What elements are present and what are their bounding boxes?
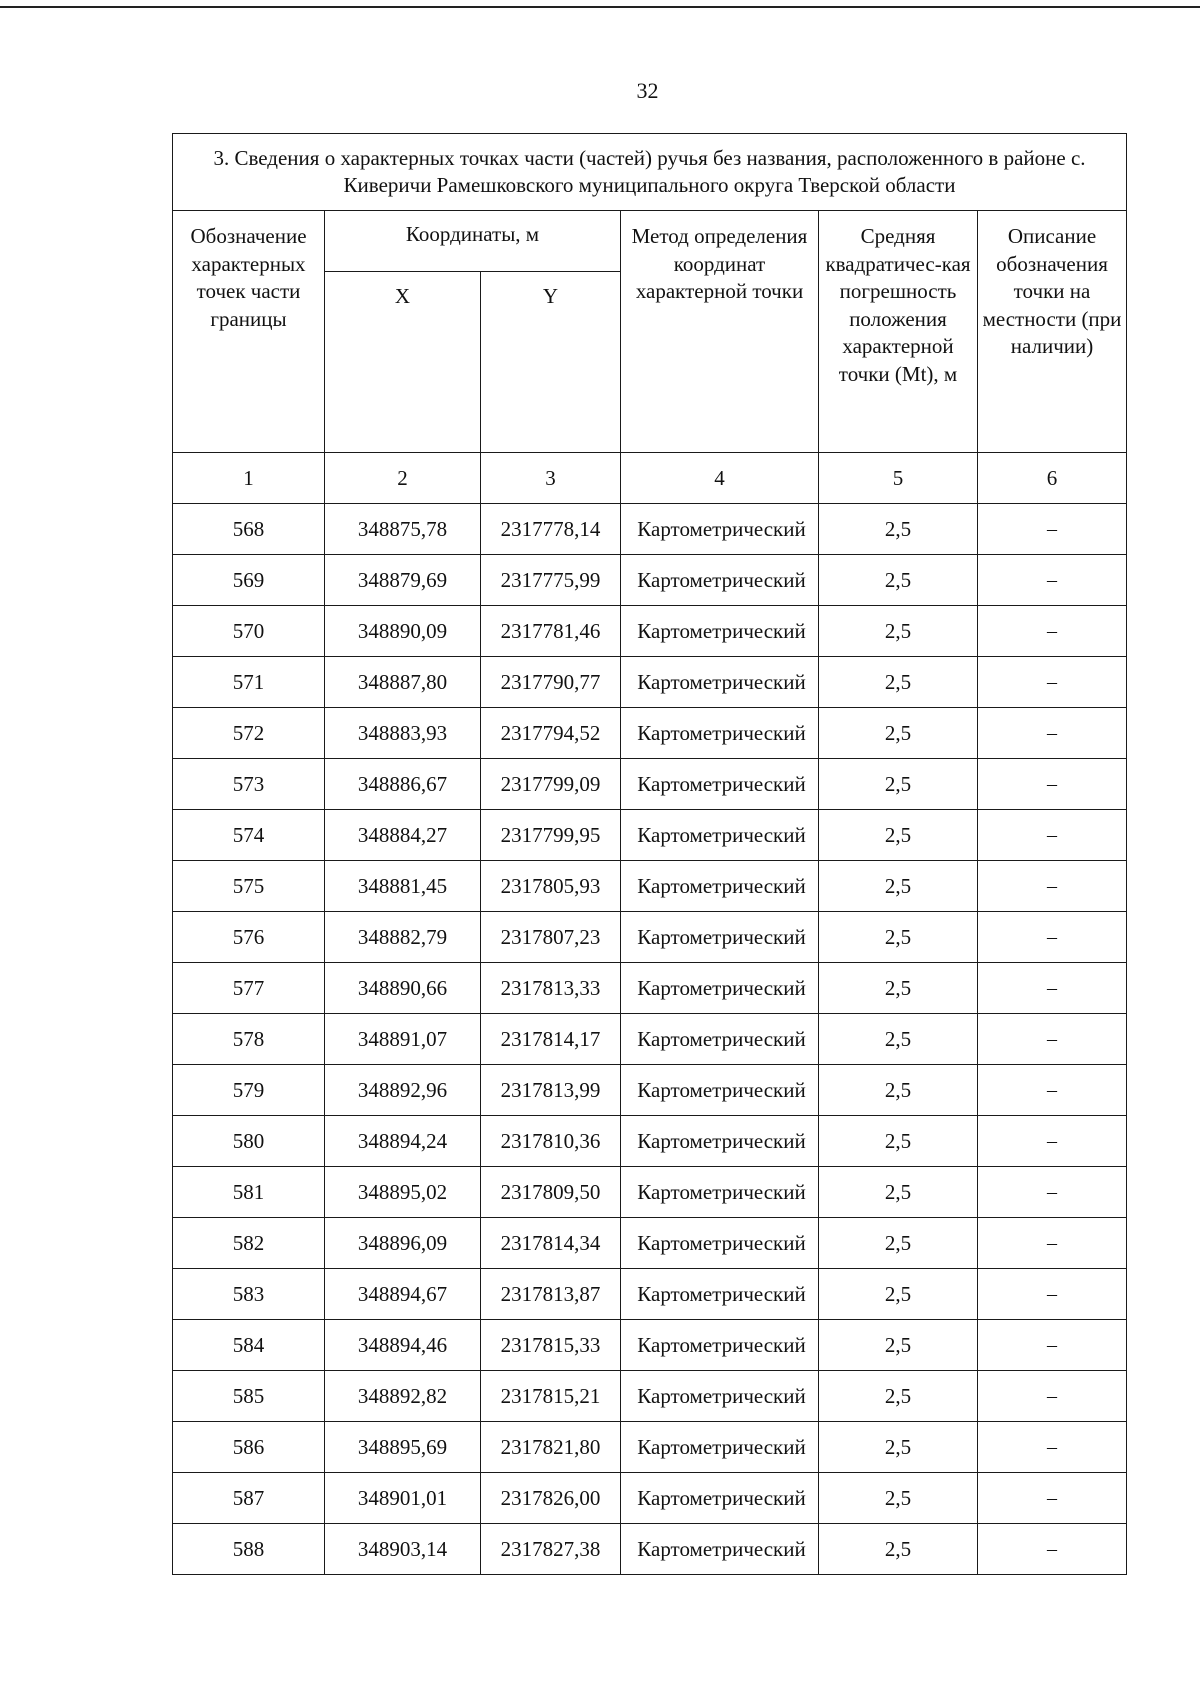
x-coordinate-cell: 348891,07 bbox=[325, 1014, 481, 1065]
accuracy-cell: 2,5 bbox=[819, 1320, 978, 1371]
y-coordinate-cell: 2317794,52 bbox=[481, 708, 621, 759]
method-cell: Картометрический bbox=[621, 555, 819, 606]
description-cell: – bbox=[978, 708, 1127, 759]
y-coordinate-cell: 2317815,21 bbox=[481, 1371, 621, 1422]
accuracy-cell: 2,5 bbox=[819, 1422, 978, 1473]
x-coordinate-cell: 348884,27 bbox=[325, 810, 481, 861]
point-id-cell: 582 bbox=[173, 1218, 325, 1269]
y-coordinate-cell: 2317815,33 bbox=[481, 1320, 621, 1371]
table-caption: 3. Сведения о характерных точках части (частей) ручья без названия, расположенного в районе с. Киверичи Рамешковского муниципального округа Тверской области bbox=[173, 134, 1127, 211]
accuracy-cell: 2,5 bbox=[819, 810, 978, 861]
y-coordinate-cell: 2317826,00 bbox=[481, 1473, 621, 1524]
point-id-cell: 587 bbox=[173, 1473, 325, 1524]
table-row bbox=[173, 963, 1127, 1014]
method-cell: Картометрический bbox=[621, 1524, 819, 1575]
table-row bbox=[173, 861, 1127, 912]
description-cell: – bbox=[978, 861, 1127, 912]
y-coordinate-cell: 2317813,87 bbox=[481, 1269, 621, 1320]
table-row bbox=[173, 657, 1127, 708]
point-id-cell: 584 bbox=[173, 1320, 325, 1371]
table-row bbox=[173, 759, 1127, 810]
accuracy-cell: 2,5 bbox=[819, 1371, 978, 1422]
x-coordinate-cell: 348894,46 bbox=[325, 1320, 481, 1371]
table-body bbox=[173, 504, 1127, 1575]
method-cell: Картометрический bbox=[621, 1320, 819, 1371]
point-id-cell: 583 bbox=[173, 1269, 325, 1320]
point-id-cell: 575 bbox=[173, 861, 325, 912]
x-coordinate-cell: 348881,45 bbox=[325, 861, 481, 912]
y-coordinate-cell: 2317790,77 bbox=[481, 657, 621, 708]
table-row bbox=[173, 1320, 1127, 1371]
x-coordinate-cell: 348895,69 bbox=[325, 1422, 481, 1473]
column-number: 4 bbox=[621, 453, 819, 504]
y-coordinate-cell: 2317799,95 bbox=[481, 810, 621, 861]
point-id-cell: 581 bbox=[173, 1167, 325, 1218]
table-row bbox=[173, 1065, 1127, 1116]
header-description: Описание обозначения точки на местности (при наличии) bbox=[978, 211, 1127, 453]
y-coordinate-cell: 2317778,14 bbox=[481, 504, 621, 555]
x-coordinate-cell: 348890,09 bbox=[325, 606, 481, 657]
x-coordinate-cell: 348875,78 bbox=[325, 504, 481, 555]
method-cell: Картометрический bbox=[621, 1167, 819, 1218]
description-cell: – bbox=[978, 1116, 1127, 1167]
x-coordinate-cell: 348894,67 bbox=[325, 1269, 481, 1320]
point-id-cell: 576 bbox=[173, 912, 325, 963]
x-coordinate-cell: 348892,96 bbox=[325, 1065, 481, 1116]
point-id-cell: 570 bbox=[173, 606, 325, 657]
accuracy-cell: 2,5 bbox=[819, 1524, 978, 1575]
table-row bbox=[173, 1422, 1127, 1473]
description-cell: – bbox=[978, 606, 1127, 657]
description-cell: – bbox=[978, 1269, 1127, 1320]
description-cell: – bbox=[978, 810, 1127, 861]
description-cell: – bbox=[978, 1167, 1127, 1218]
x-coordinate-cell: 348901,01 bbox=[325, 1473, 481, 1524]
accuracy-cell: 2,5 bbox=[819, 1116, 978, 1167]
accuracy-cell: 2,5 bbox=[819, 606, 978, 657]
accuracy-cell: 2,5 bbox=[819, 1218, 978, 1269]
accuracy-cell: 2,5 bbox=[819, 861, 978, 912]
column-number: 1 bbox=[173, 453, 325, 504]
point-id-cell: 588 bbox=[173, 1524, 325, 1575]
column-number-row bbox=[173, 453, 1127, 504]
x-coordinate-cell: 348882,79 bbox=[325, 912, 481, 963]
x-coordinate-cell: 348903,14 bbox=[325, 1524, 481, 1575]
x-coordinate-cell: 348894,24 bbox=[325, 1116, 481, 1167]
table-row bbox=[173, 1524, 1127, 1575]
y-coordinate-cell: 2317775,99 bbox=[481, 555, 621, 606]
method-cell: Картометрический bbox=[621, 1116, 819, 1167]
table-row bbox=[173, 1269, 1127, 1320]
x-coordinate-cell: 348895,02 bbox=[325, 1167, 481, 1218]
y-coordinate-cell: 2317799,09 bbox=[481, 759, 621, 810]
description-cell: – bbox=[978, 555, 1127, 606]
method-cell: Картометрический bbox=[621, 912, 819, 963]
header-coordinates: Координаты, м bbox=[325, 211, 621, 272]
table-row bbox=[173, 606, 1127, 657]
method-cell: Картометрический bbox=[621, 810, 819, 861]
method-cell: Картометрический bbox=[621, 963, 819, 1014]
table-row bbox=[173, 912, 1127, 963]
x-coordinate-cell: 348883,93 bbox=[325, 708, 481, 759]
method-cell: Картометрический bbox=[621, 606, 819, 657]
point-id-cell: 585 bbox=[173, 1371, 325, 1422]
description-cell: – bbox=[978, 963, 1127, 1014]
table-row bbox=[173, 555, 1127, 606]
description-cell: – bbox=[978, 504, 1127, 555]
point-id-cell: 579 bbox=[173, 1065, 325, 1116]
y-coordinate-cell: 2317781,46 bbox=[481, 606, 621, 657]
description-cell: – bbox=[978, 1320, 1127, 1371]
table-row bbox=[173, 1473, 1127, 1524]
point-id-cell: 571 bbox=[173, 657, 325, 708]
column-number: 3 bbox=[481, 453, 621, 504]
point-id-cell: 573 bbox=[173, 759, 325, 810]
column-number: 2 bbox=[325, 453, 481, 504]
description-cell: – bbox=[978, 1218, 1127, 1269]
description-cell: – bbox=[978, 1014, 1127, 1065]
coordinates-table bbox=[172, 133, 1127, 1575]
description-cell: – bbox=[978, 1524, 1127, 1575]
description-cell: – bbox=[978, 1473, 1127, 1524]
description-cell: – bbox=[978, 912, 1127, 963]
accuracy-cell: 2,5 bbox=[819, 708, 978, 759]
x-coordinate-cell: 348887,80 bbox=[325, 657, 481, 708]
table-row bbox=[173, 1167, 1127, 1218]
x-coordinate-cell: 348892,82 bbox=[325, 1371, 481, 1422]
point-id-cell: 572 bbox=[173, 708, 325, 759]
table-row bbox=[173, 504, 1127, 555]
accuracy-cell: 2,5 bbox=[819, 963, 978, 1014]
table-row bbox=[173, 708, 1127, 759]
description-cell: – bbox=[978, 1065, 1127, 1116]
table-row bbox=[173, 1014, 1127, 1065]
x-coordinate-cell: 348879,69 bbox=[325, 555, 481, 606]
column-number: 5 bbox=[819, 453, 978, 504]
x-coordinate-cell: 348886,67 bbox=[325, 759, 481, 810]
point-id-cell: 569 bbox=[173, 555, 325, 606]
method-cell: Картометрический bbox=[621, 759, 819, 810]
header-x: X bbox=[325, 272, 481, 453]
method-cell: Картометрический bbox=[621, 1014, 819, 1065]
table-row bbox=[173, 810, 1127, 861]
description-cell: – bbox=[978, 1371, 1127, 1422]
x-coordinate-cell: 348896,09 bbox=[325, 1218, 481, 1269]
y-coordinate-cell: 2317814,17 bbox=[481, 1014, 621, 1065]
description-cell: – bbox=[978, 657, 1127, 708]
scan-edge-line bbox=[0, 6, 1200, 8]
header-method: Метод определения координат характерной точки bbox=[621, 211, 819, 453]
method-cell: Картометрический bbox=[621, 657, 819, 708]
point-id-cell: 586 bbox=[173, 1422, 325, 1473]
header-y: Y bbox=[481, 272, 621, 453]
point-id-cell: 574 bbox=[173, 810, 325, 861]
point-id-cell: 580 bbox=[173, 1116, 325, 1167]
table-row bbox=[173, 1116, 1127, 1167]
y-coordinate-cell: 2317827,38 bbox=[481, 1524, 621, 1575]
accuracy-cell: 2,5 bbox=[819, 1167, 978, 1218]
accuracy-cell: 2,5 bbox=[819, 504, 978, 555]
header-accuracy: Средняя квадратичес-кая погрешность положения характерной точки (Mt), м bbox=[819, 211, 978, 453]
method-cell: Картометрический bbox=[621, 1371, 819, 1422]
method-cell: Картометрический bbox=[621, 1269, 819, 1320]
description-cell: – bbox=[978, 1422, 1127, 1473]
method-cell: Картометрический bbox=[621, 708, 819, 759]
method-cell: Картометрический bbox=[621, 504, 819, 555]
accuracy-cell: 2,5 bbox=[819, 759, 978, 810]
accuracy-cell: 2,5 bbox=[819, 1014, 978, 1065]
method-cell: Картометрический bbox=[621, 1473, 819, 1524]
point-id-cell: 578 bbox=[173, 1014, 325, 1065]
accuracy-cell: 2,5 bbox=[819, 912, 978, 963]
y-coordinate-cell: 2317813,33 bbox=[481, 963, 621, 1014]
accuracy-cell: 2,5 bbox=[819, 657, 978, 708]
page-number: 32 bbox=[636, 78, 659, 103]
y-coordinate-cell: 2317807,23 bbox=[481, 912, 621, 963]
point-id-cell: 568 bbox=[173, 504, 325, 555]
table-row bbox=[173, 1218, 1127, 1269]
y-coordinate-cell: 2317821,80 bbox=[481, 1422, 621, 1473]
point-id-cell: 577 bbox=[173, 963, 325, 1014]
y-coordinate-cell: 2317810,36 bbox=[481, 1116, 621, 1167]
method-cell: Картометрический bbox=[621, 861, 819, 912]
method-cell: Картометрический bbox=[621, 1065, 819, 1116]
y-coordinate-cell: 2317813,99 bbox=[481, 1065, 621, 1116]
x-coordinate-cell: 348890,66 bbox=[325, 963, 481, 1014]
description-cell: – bbox=[978, 759, 1127, 810]
header-point-designation: Обозначение характерных точек части границы bbox=[173, 211, 325, 453]
column-number: 6 bbox=[978, 453, 1127, 504]
table-row bbox=[173, 1371, 1127, 1422]
method-cell: Картометрический bbox=[621, 1422, 819, 1473]
accuracy-cell: 2,5 bbox=[819, 555, 978, 606]
y-coordinate-cell: 2317814,34 bbox=[481, 1218, 621, 1269]
accuracy-cell: 2,5 bbox=[819, 1065, 978, 1116]
y-coordinate-cell: 2317809,50 bbox=[481, 1167, 621, 1218]
accuracy-cell: 2,5 bbox=[819, 1473, 978, 1524]
accuracy-cell: 2,5 bbox=[819, 1269, 978, 1320]
method-cell: Картометрический bbox=[621, 1218, 819, 1269]
y-coordinate-cell: 2317805,93 bbox=[481, 861, 621, 912]
